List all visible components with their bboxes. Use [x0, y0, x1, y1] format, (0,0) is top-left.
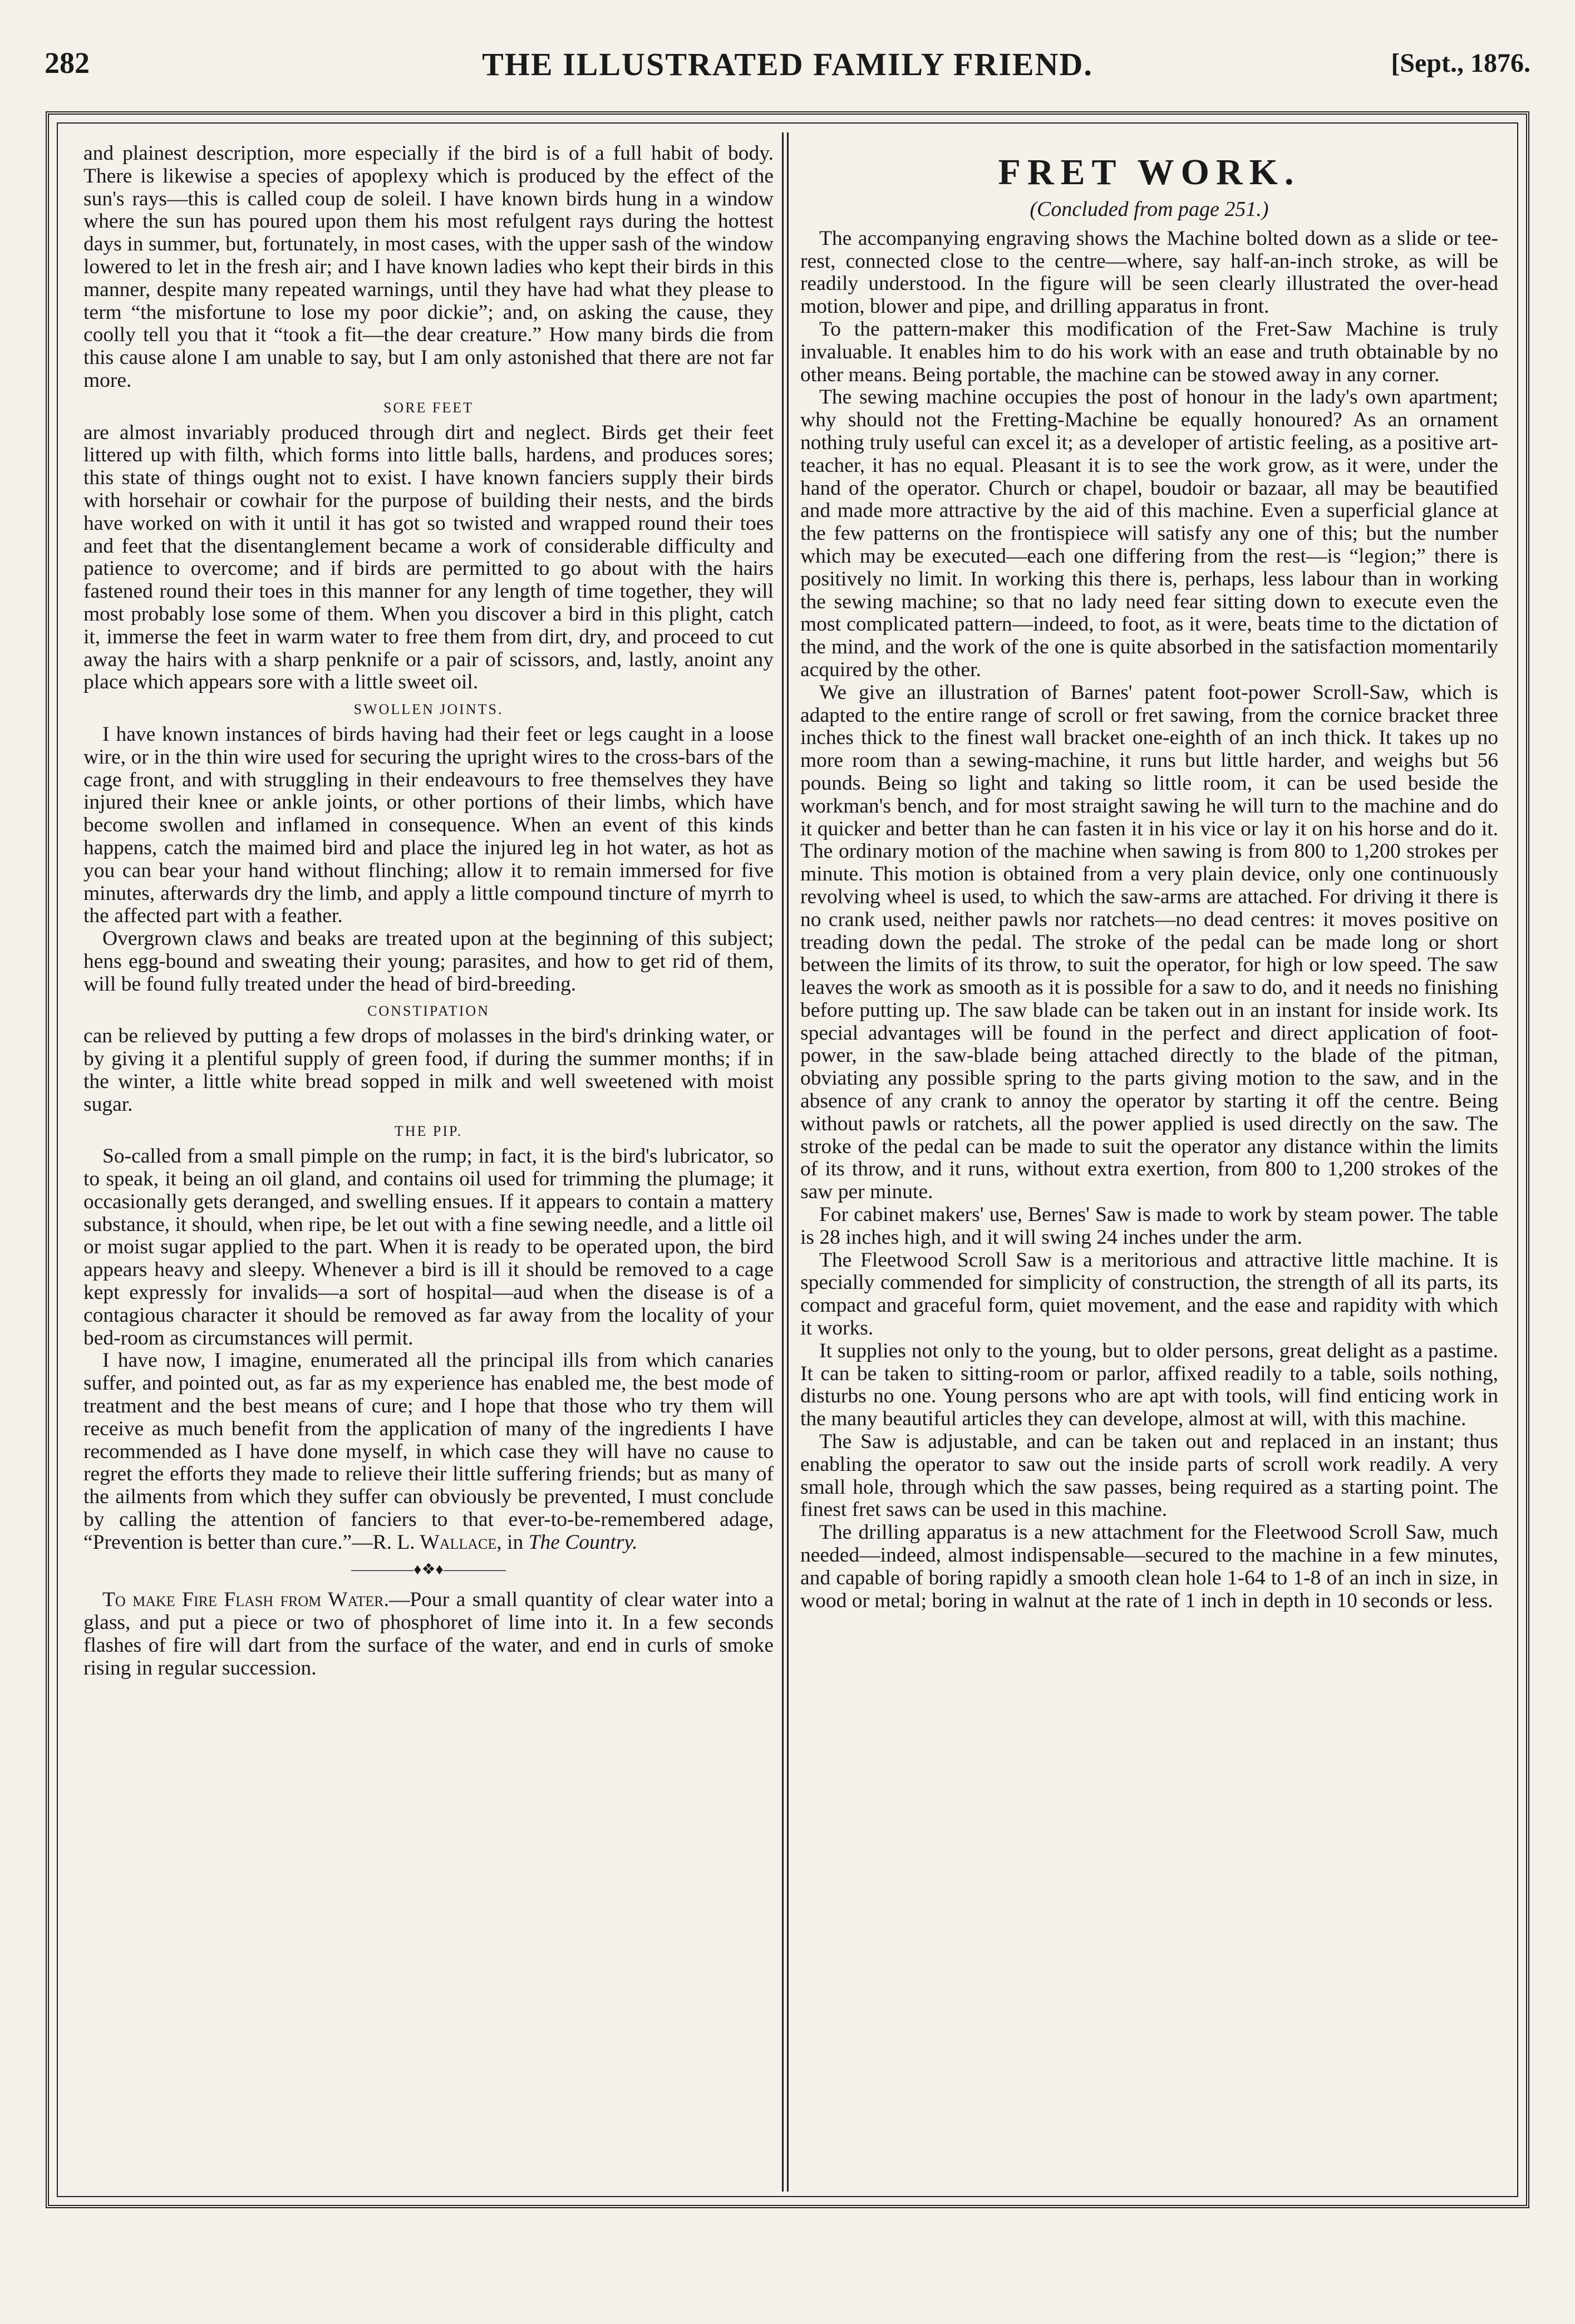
- page-number: 282: [45, 46, 90, 80]
- fretwork-paragraph-2: To the pattern-maker this modification of the Fret-Saw Machine is truly invaluable. It enables him to do his work with an ease and truth obtainable by no other means. Being portable, the machine can be stowed away in any corner.: [800, 317, 1498, 386]
- fretwork-paragraph-8: The Saw is adjustable, and can be taken out and replaced in an instant; thus enabling the operator to saw out the inside parts of scroll work readily. A very small hole, through which the saw passes, being required as a starting point. The finest fret saws can be used in this machine.: [800, 1430, 1498, 1522]
- article-subtitle: (Concluded from page 251.): [1030, 198, 1269, 221]
- heading-swollen-joints: SWOLLEN JOINTS.: [353, 701, 504, 718]
- article-title: FRET WORK.: [998, 152, 1301, 193]
- signature-author: —R. L. Wallace,: [352, 1530, 502, 1554]
- fire-flash-text: —Pour a small quantity of clear water into a glass, and put a piece or two of phosphoret of lime into it. In a few seconds flashes of fire will dart from the surface of the water, and end in curls of smoke rising in regular succession.: [83, 1588, 774, 1680]
- fretwork-paragraph-9: The drilling apparatus is a new attachment for the Fleetwood Scroll Saw, much needed—indeed, almost indispensable—secured to the machine in a few minutes, and capable of boring rapidly a smooth clean hole 1-64 to 1-8 of an inch in size, in wood or metal; boring in walnut at the rate of 1 inch in depth in 10 seconds or less.: [800, 1521, 1498, 1612]
- paragraph-intro: and plainest description, more especially if the bird is of a full habit of body. There is likewise a species of apoplexy which is produced by the effect of the sun's rays—this is called coup de soleil. I have known birds hung in a window where the sun has poured upon them his most refulgent rays during the hottest days in summer, but, fortunately, in most cases, with the upper sash of the window lowered to let in the fresh air; and I have known ladies who kept their birds in this manner, despite many repeated warnings, until they have had what they please to term “the misfortune to lose my poor dickie”; and, on asking the cause, they coolly tell you that it “took a fit—the dear creature.” How many birds die from this cause alone I am unable to say, but I am only astonished that there are not far more.: [83, 142, 774, 392]
- heading-sore-feet: SORE FEET: [383, 399, 474, 416]
- paragraph-overgrown: Overgrown claws and beaks are treated upon at the beginning of this subject; hens egg-bound and sweating their young; parasites, and how to get rid of them, will be found fully treated under the head of bird-breeding.: [83, 927, 774, 996]
- paragraph-fire-flash: [83, 1589, 774, 1680]
- fretwork-paragraph-4: We give an illustration of Barnes' patent foot-power Scroll-Saw, which is adapted to the entire range of scroll or fret sawing, from the cornice bracket three inches thick to the finest wall bracket one-eighth of an inch thick. It takes up no more room than a sewing-machine, it runs but little harder, and weighs but 56 pounds. Being so light and taking so little room, it can be used beside the workman's bench, and for most straight sawing he will turn to the machine and do it quicker and better than he can fasten it in his vice or lay it on his horse and do it. The ordinary motion of the machine when sawing is from 800 to 1,200 strokes per minute. This motion is obtained from a very plain device, only one continuously revolving wheel is used, to which the saw-arms are attached. For driving it there is no crank used, neither pawls nor ratchets—no dead centres: it moves positive on treading down the pedal. The stroke of the pedal can be made long or short between the limits of its throw, to suit the operator, for high or low speed. The saw leaves the work as smooth as it is possible for a saw to do, and it needs no finishing before putting up. The saw blade can be taken out in an instant for inside work. Its special advantages will be found in the perfect and direct application of foot-power, in the saw-blade being attached directly to the blade of the pitman, obviating any possible spring to the parts giving motion to the saw, and in the absence of any crank to annoy the operator by starting it off the centre. Being without pawls or ratchets, all the power applied is used directly on the saw. The stroke of the pedal can be made to suit the operator any distance within the limits of its throw, and it runs, without extra exertion, from 800 to 1,200 strokes of the saw per minute.: [800, 681, 1498, 1204]
- fretwork-paragraph-7: It supplies not only to the young, but to older persons, great delight as a pastime. It can be taken to sitting-room or parlor, affixed readily to a table, soils nothing, disturbs no one. Young persons who are apt with tools, will find enticing work in the many beautiful articles they can develope, almost at will, with this machine.: [800, 1339, 1498, 1431]
- signature-source: The Country.: [528, 1530, 638, 1554]
- fretwork-paragraph-6: The Fleetwood Scroll Saw is a meritorious and attractive little machine. It is specially commended for simplicity of construction, the strength of all its parts, its compact and graceful form, quiet movement, and the ease and rapidity with which it works.: [800, 1248, 1498, 1340]
- paragraph-sore-feet: are almost invariably produced through dirt and neglect. Birds get their feet littered up with filth, which forms into little balls, hardens, and produces sores; this state of things ought not to exist. I have known fanciers supply their birds with horsehair or cowhair for the purpose of building their nests, and the birds have worked on with it until it has got so twisted and wrapped round their toes and feet that the disentanglement became a work of considerable difficulty and patience to overcome; and if birds are permitted to go about with the hairs fastened round their toes in this manner for any length of time together, they will most probably lose some of them. When you discover a bird in this plight, catch it, immerse the feet in warm water to free them from dirt, dry, and proceed to cut away the hairs with a sharp penknife or a pair of scissors, and, lastly, anoint any place which appears sore with a little sweet oil.: [83, 421, 774, 694]
- page-header: [45, 46, 1530, 90]
- heading-pip: THE PIP.: [394, 1123, 463, 1140]
- fire-flash-title: To make Fire Flash from Water.: [102, 1588, 389, 1612]
- right-column: [800, 142, 1498, 1612]
- ornament-divider: ————♦❖♦————: [351, 1560, 506, 1578]
- signature-in: in: [501, 1530, 529, 1554]
- paragraph-swollen-joints: I have known instances of birds having had their feet or legs caught in a loose wire, or in the thin wire used for securing the upright wires to the cross-bars of the cage front, and with struggling in their endeavours to free themselves they have injured their knee or ankle joints, or other portions of their limbs, which have become swollen and inflamed in consequence. When an event of this kinds happens, catch the maimed bird and place the injured leg in hot water, as hot as you can bear your hand without flinching; allow it to remain immersed for five minutes, afterwards dry the limb, and apply a little compound tincture of myrrh to the affected part with a feather.: [83, 722, 774, 928]
- journal-title: THE ILLUSTRATED FAMILY FRIEND.: [482, 46, 1093, 82]
- fretwork-paragraph-1: The accompanying engraving shows the Machine bolted down as a slide or tee-rest, connected close to the centre—where, say half-an-inch stroke, as will be readily understood. In the figure will be seen clearly illustrated the over-head motion, blower and pipe, and drilling apparatus in front.: [800, 227, 1498, 318]
- conclusion-text: I have now, I imagine, enumerated all the principal ills from which canaries suffer, and pointed out, as far as my experience has enabled me, the best mode of treatment and the best means of cure; and I hope that those who try them will receive as much benefit from the application of many of the ingredients I have recommended as I have done myself, in which case they will have no cause to regret the efforts they made to relieve their little suffering friends; but as many of the ailments from which they suffer can obviously be prevented, I must conclude by calling the attention of fanciers to that ever-to-be-remembered adage, “Prevention is better than cure.”: [83, 1349, 774, 1554]
- left-column: [83, 142, 774, 1680]
- heading-constipation: CONSTIPATION: [367, 1003, 490, 1020]
- issue-date: [Sept., 1876.: [1391, 48, 1530, 78]
- fretwork-paragraph-5: For cabinet makers' use, Bernes' Saw is made to work by steam power. The table is 28 inches high, and it will swing 24 inches under the arm.: [800, 1203, 1498, 1249]
- fretwork-paragraph-3: The sewing machine occupies the post of honour in the lady's own apartment; why should not the Fretting-Machine be equally honoured? As an ornament nothing truly useful can excel it; as a developer of artistic feeling, as a positive art-teacher, it has no equal. Pleasant it is to see the work grow, as it were, under the hand of the operator. Church or chapel, boudoir or bazaar, all may be beautified and made more attractive by the aid of this machine. Even a superficial glance at the few patterns on the frontispiece will satisfy any one of this; but the number which may be executed—each one differing from the rest—is “legion;” there is positively no limit. In working this there is, perhaps, less labour than in working the sewing machine; so that no lady need fear sitting down to execute even the most complicated pattern—indeed, to foot, as it were, beats time to the dictation of the mind, and the work of the one is quite absorbed in the satisfaction momentarily acquired by the other.: [800, 386, 1498, 681]
- paragraph-constipation: can be relieved by putting a few drops of molasses in the bird's drinking water, or by giving it a plentiful supply of green food, if during the summer months; if in the winter, a little white bread sopped in milk and well sweetened with moist sugar.: [83, 1025, 774, 1116]
- paragraph-pip: So-called from a small pimple on the rump; in fact, it is the bird's lubricator, so to speak, it being an oil gland, and contains oil used for trimming the plumage; it occasionally gets deranged, and swelling ensues. If it appears to contain a mattery substance, it should, when ripe, be let out with a fine sewing needle, and a little oil or moist sugar applied to the part. When it is ready to be operated upon, the bird appears heavy and sleepy. Whenever a bird is ill it should be removed to a cage kept expressly for invalids—a sort of hospital—aud when the disease is of a contagious character it should be removed as far away from the locality of your bed-room as circumstances will permit.: [83, 1145, 774, 1350]
- paragraph-conclusion: [83, 1350, 774, 1554]
- column-divider: [782, 132, 789, 2192]
